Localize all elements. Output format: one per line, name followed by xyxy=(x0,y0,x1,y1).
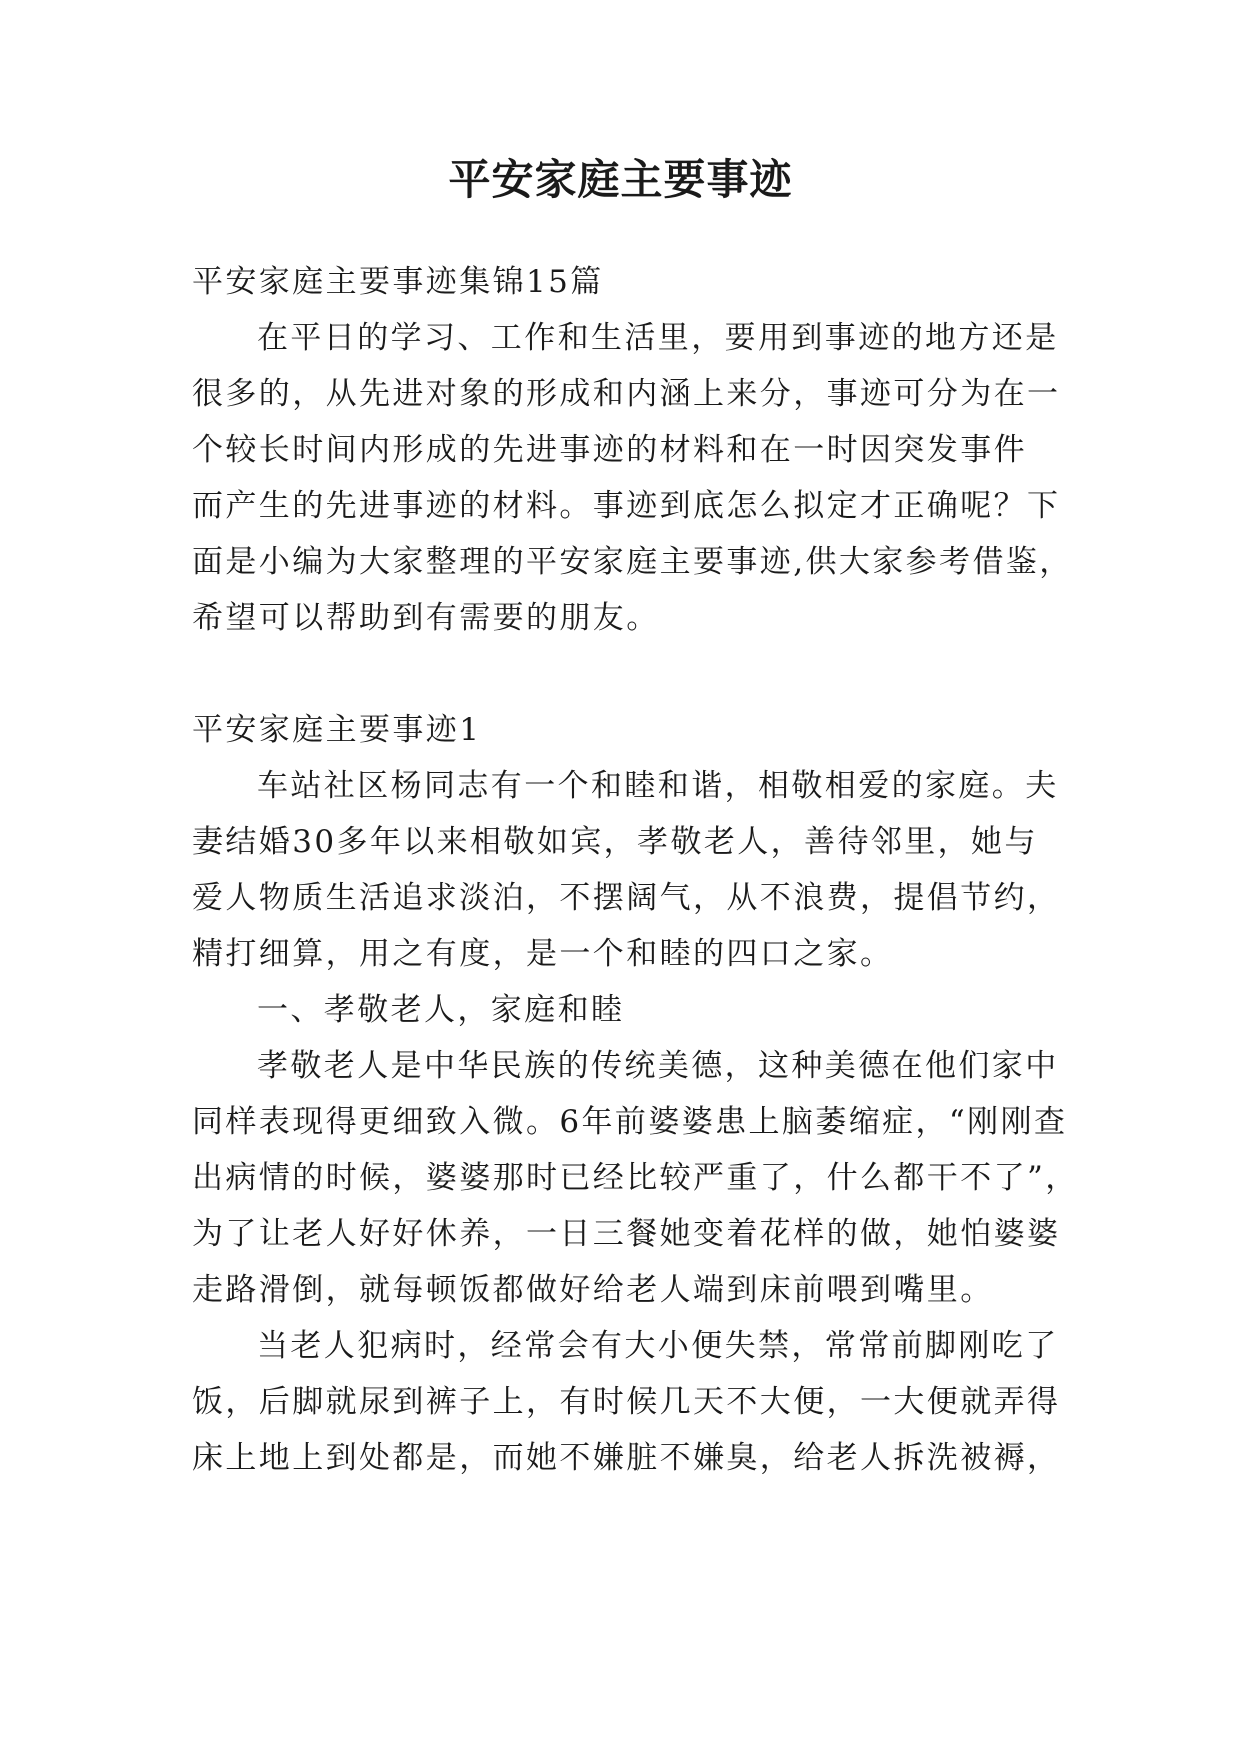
body-line: 床上地上到处都是，而她不嫌脏不嫌臭，给老人拆洗被褥， xyxy=(192,1440,1061,1476)
body-line: 饭，后脚就尿到裤子上，有时候几天不大便，一大便就弄得 xyxy=(192,1384,1061,1420)
intro-line: 面是小编为大家整理的平安家庭主要事迹,供大家参考借鉴， xyxy=(192,544,1073,580)
body-line: 精打细算，用之有度，是一个和睦的四口之家。 xyxy=(192,936,894,972)
body-line: 孝敬老人是中华民族的传统美德，这种美德在他们家中 xyxy=(257,1048,1059,1084)
intro-line: 很多的，从先进对象的形成和内涵上来分，事迹可分为在一 xyxy=(192,376,1061,412)
intro-line: 而产生的先进事迹的材料。事迹到底怎么拟定才正确呢？下 xyxy=(192,488,1061,524)
body-line: 当老人犯病时，经常会有大小便失禁，常常前脚刚吃了 xyxy=(257,1328,1059,1364)
body-line: 出病情的时候，婆婆那时已经比较严重了，什么都干不了”， xyxy=(192,1160,1079,1196)
body-line: 同样表现得更细致入微。6年前婆婆患上脑萎缩症，“刚刚查 xyxy=(192,1104,1068,1140)
intro-line: 个较长时间内形成的先进事迹的材料和在一时因突发事件 xyxy=(192,432,1027,468)
section-heading: 平安家庭主要事迹1 xyxy=(192,712,482,748)
body-line: 走路滑倒，就每顿饭都做好给老人端到床前喂到嘴里。 xyxy=(192,1272,994,1308)
intro-line: 在平日的学习、工作和生活里，要用到事迹的地方还是 xyxy=(257,320,1059,356)
body-line: 车站社区杨同志有一个和睦和谐，相敬相爱的家庭。夫 xyxy=(257,768,1059,804)
collection-subtitle: 平安家庭主要事迹集锦15篇 xyxy=(192,264,604,300)
subsection-heading: 一、孝敬老人，家庭和睦 xyxy=(257,992,625,1028)
body-line: 为了让老人好好休养，一日三餐她变着花样的做，她怕婆婆 xyxy=(192,1216,1061,1252)
intro-line: 希望可以帮助到有需要的朋友。 xyxy=(192,600,660,636)
body-line: 妻结婚30多年以来相敬如宾，孝敬老人，善待邻里，她与 xyxy=(192,824,1038,860)
document-title: 平安家庭主要事迹 xyxy=(448,155,793,204)
body-line: 爱人物质生活追求淡泊，不摆阔气，从不浪费，提倡节约， xyxy=(192,880,1061,916)
